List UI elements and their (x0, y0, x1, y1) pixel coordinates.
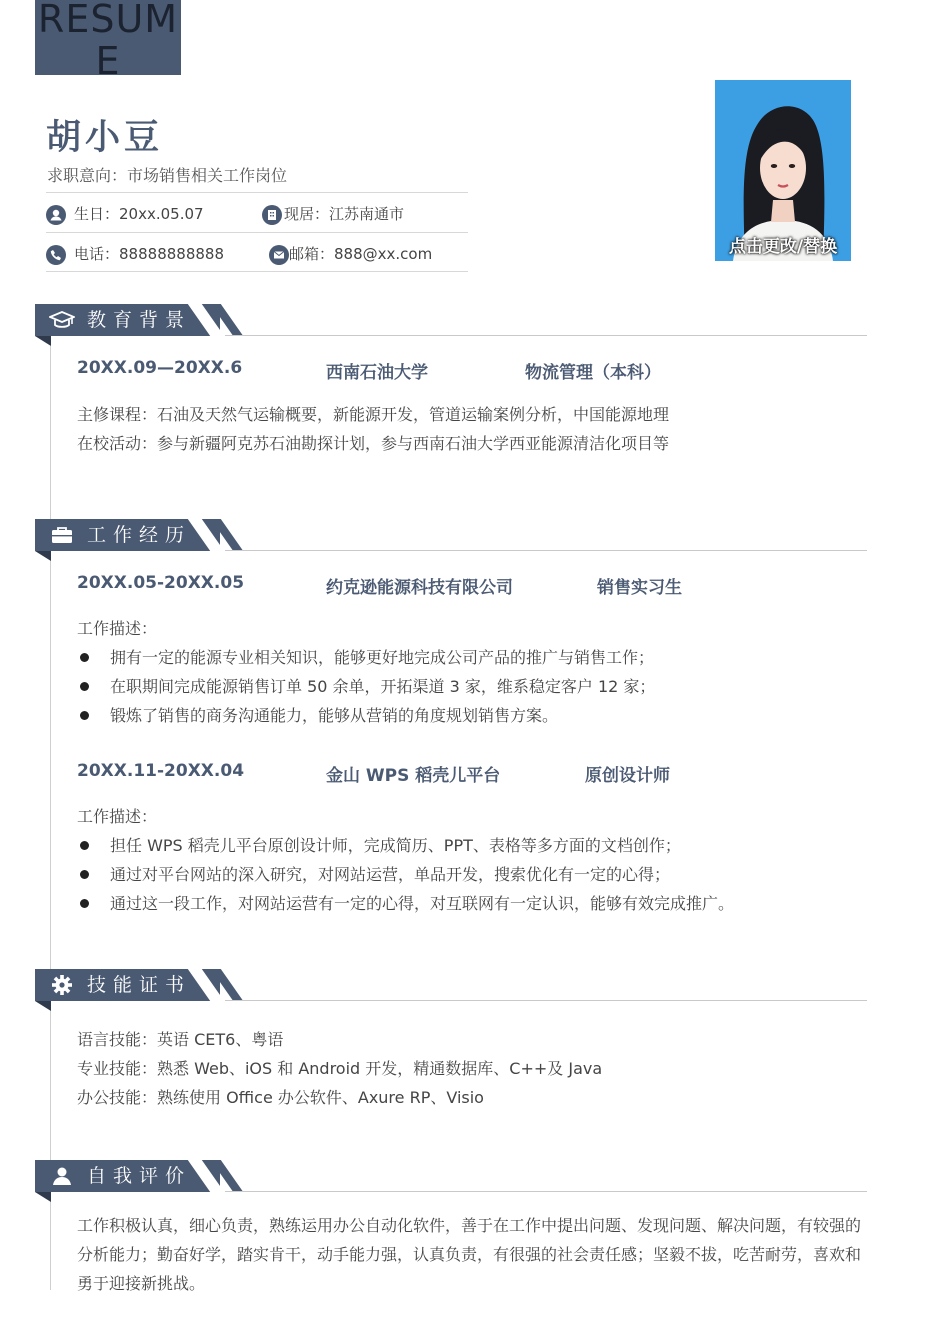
skills-title: 技能证书 (87, 974, 192, 996)
job-intent-label: 求职意向： (47, 166, 128, 185)
job-2-period: 20XX.11-20XX.04 (77, 761, 245, 781)
mail-icon (269, 245, 289, 265)
self-evaluation-text: 工作积极认真，细心负责，熟练运用办公自动化软件，善于在工作中提出问题、发现问题、解决问题，有较强的分析能力；勤奋好学，踏实肯干，动手能力强，认真负责，有很强的社会责任感；坚毅不拔，吃苦耐劳，喜欢和勇于迎接新挑战。 (77, 1216, 862, 1293)
self-evaluation-section-header (35, 1160, 867, 1206)
divider (46, 271, 468, 272)
photo-change-caption[interactable]: 点击更改/替换 (728, 237, 838, 257)
job-1-points (77, 643, 867, 730)
phone-label: 电话： (74, 245, 120, 263)
education-period: 20XX.09—20XX.6 (77, 358, 243, 378)
email-value: 888@xx.com (334, 245, 433, 263)
skill-line: 语言技能：英语 CET6、粤语 (77, 1030, 284, 1049)
resume-logo (35, 0, 181, 75)
list-item: 拥有一定的能源专业相关知识，能够更好地完成公司产品的推广与销售工作； (77, 643, 867, 672)
building-icon (262, 205, 282, 225)
job-2-points (77, 831, 867, 918)
skill-line: 办公技能：熟练使用 Office 办公软件、Axure RP、Visio (77, 1088, 484, 1107)
education-section-header (35, 304, 867, 350)
job-intent (47, 163, 287, 186)
gear-icon (49, 975, 75, 995)
education-major: 物流管理（本科） (525, 363, 661, 383)
self-evaluation-title: 自我评价 (87, 1165, 192, 1187)
job-2-role: 原创设计师 (585, 766, 670, 786)
job-1-period: 20XX.05-20XX.05 (77, 573, 245, 593)
work-section-header (35, 519, 867, 565)
user-icon (49, 1166, 75, 1186)
job-1-role: 销售实习生 (597, 578, 682, 598)
education-school: 西南石油大学 (326, 363, 428, 383)
list-item: 锻炼了销售的商务沟通能力，能够从营销的角度规划销售方案。 (77, 701, 867, 730)
briefcase-icon (49, 525, 75, 545)
job-1-company: 约克逊能源科技有限公司 (326, 578, 513, 598)
person-icon (46, 205, 66, 225)
job-1-desc-label: 工作描述： (77, 619, 158, 638)
phone-icon (46, 245, 66, 265)
location-label: 现居： (284, 205, 330, 223)
skills-section-header (35, 969, 867, 1015)
phone-info (46, 243, 224, 265)
graduation-cap-icon (49, 310, 75, 330)
divider (46, 192, 468, 193)
job-intent-value: 市场销售相关工作岗位 (127, 166, 288, 185)
birth-info (46, 203, 204, 225)
education-title: 教育背景 (87, 309, 192, 331)
profile-photo[interactable] (715, 80, 851, 261)
education-activities: 在校活动：参与新疆阿克苏石油勘探计划，参与西南石油大学西亚能源清洁化项目等 (77, 434, 670, 453)
skill-line: 专业技能：熟悉 Web、iOS 和 Android 开发，精通数据库、C++及 Java (77, 1059, 603, 1078)
work-title: 工作经历 (87, 524, 192, 546)
birth-label: 生日： (74, 205, 120, 223)
location-value: 江苏南通市 (329, 205, 405, 223)
location-info (262, 203, 404, 225)
candidate-name: 胡小豆 (46, 118, 164, 158)
job-2-desc-label: 工作描述： (77, 807, 158, 826)
birth-value: 20xx.05.07 (119, 205, 204, 223)
email-label: 邮箱： (289, 245, 335, 263)
education-courses: 主修课程：石油及天然气运输概要，新能源开发，管道运输案例分析，中国能源地理 (77, 405, 670, 424)
email-info (269, 243, 432, 265)
job-2-company: 金山 WPS 稻壳儿平台 (326, 766, 501, 786)
list-item: 担任 WPS 稻壳儿平台原创设计师，完成简历、PPT、表格等多方面的文档创作； (77, 831, 867, 860)
timeline-line (50, 346, 51, 1290)
resume-logo-text: RESUME (37, 0, 179, 75)
phone-value: 88888888888 (119, 245, 224, 263)
list-item: 通过这一段工作，对网站运营有一定的心得，对互联网有一定认识，能够有效完成推广。 (77, 889, 867, 918)
list-item: 在职期间完成能源销售订单 50 余单，开拓渠道 3 家，维系稳定客户 12 家； (77, 672, 867, 701)
divider (46, 232, 468, 233)
list-item: 通过对平台网站的深入研究，对网站运营，单品开发，搜索优化有一定的心得； (77, 860, 867, 889)
